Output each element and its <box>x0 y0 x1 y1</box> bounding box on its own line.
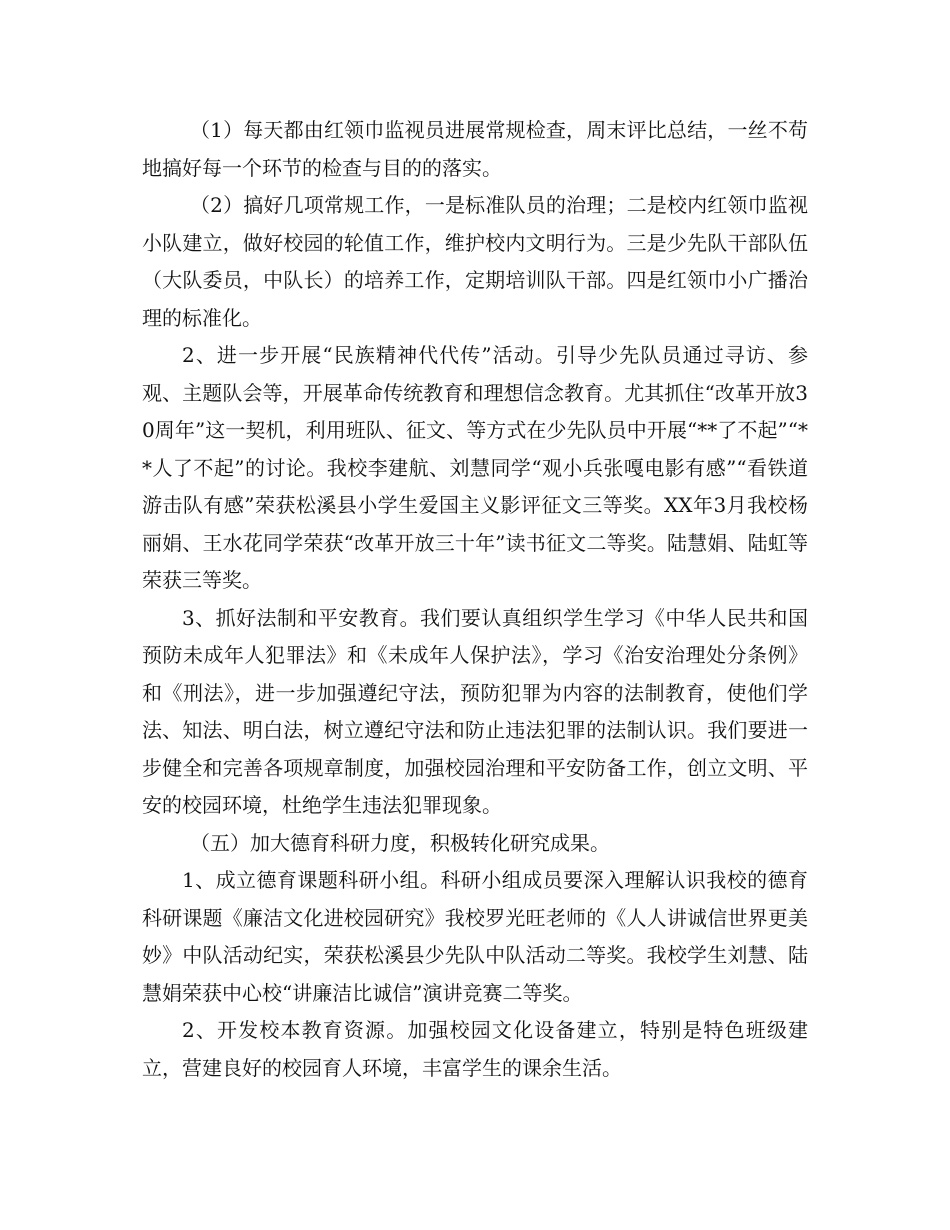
paragraph-3: 2、进一步开展“民族精神代代传”活动。引导少先队员通过寻访、参观、主题队会等，开展革命传统教育和理想信念教育。尤其抓住“改革开放30周年”这一契机，利用班队、征文、等方式在少先队员中开展“**了不起”“**人了不起”的讨论。我校李建航、刘慧同学“观小兵张嘎电影有感”“看铁道游击队有感”荣获松溪县小学生爱国主义影评征文三等奖。XX年3月我校杨丽娟、王水花同学荣获“改革开放三十年”读书征文二等奖。陆慧娟、陆虹等荣获三等奖。 <box>142 343 808 592</box>
paragraph-7: 2、开发校本教育资源。加强校园文化设备建立，特别是特色班级建立，营建良好的校园育人环境，丰富学生的课余生活。 <box>142 1018 808 1080</box>
paragraph-2: （2）搞好几项常规工作，一是标准队员的治理；二是校内红领巾监视小队建立，做好校园的轮值工作，维护校内文明行为。三是少先队干部队伍（大队委员，中队长）的培养工作，定期培训队干部。四是红领巾小广播治理的标准化。 <box>142 193 808 330</box>
section-heading-5: （五）加大德育科研力度，积极转化研究成果。 <box>190 830 610 855</box>
paragraph-6: 1、成立德育课题科研小组。科研小组成员要深入理解认识我校的德育科研课题《廉洁文化进校园研究》我校罗光旺老师的《人人讲诚信世界更美妙》中队活动纪实，荣获松溪县少先队中队活动二等奖。我校学生刘慧、陆慧娟荣获中心校“讲廉洁比诚信”演讲竞赛二等奖。 <box>142 868 808 1005</box>
paragraph-1: （1）每天都由红领巾监视员进展常规检查，周末评比总结，一丝不苟地搞好每一个环节的检查与目的的落实。 <box>142 118 808 180</box>
paragraph-4: 3、抓好法制和平安教育。我们要认真组织学生学习《中华人民共和国预防未成年人犯罪法》和《未成年人保护法》，学习《治安治理处分条例》和《刑法》，进一步加强遵纪守法，预防犯罪为内容的法制教育，使他们学法、知法、明白法，树立遵纪守法和防止违法犯罪的法制认识。我们要进一步健全和完善各项规章制度，加强校园治理和平安防备工作，创立文明、平安的校园环境，杜绝学生违法犯罪现象。 <box>142 605 808 817</box>
document-page <box>142 112 808 1087</box>
